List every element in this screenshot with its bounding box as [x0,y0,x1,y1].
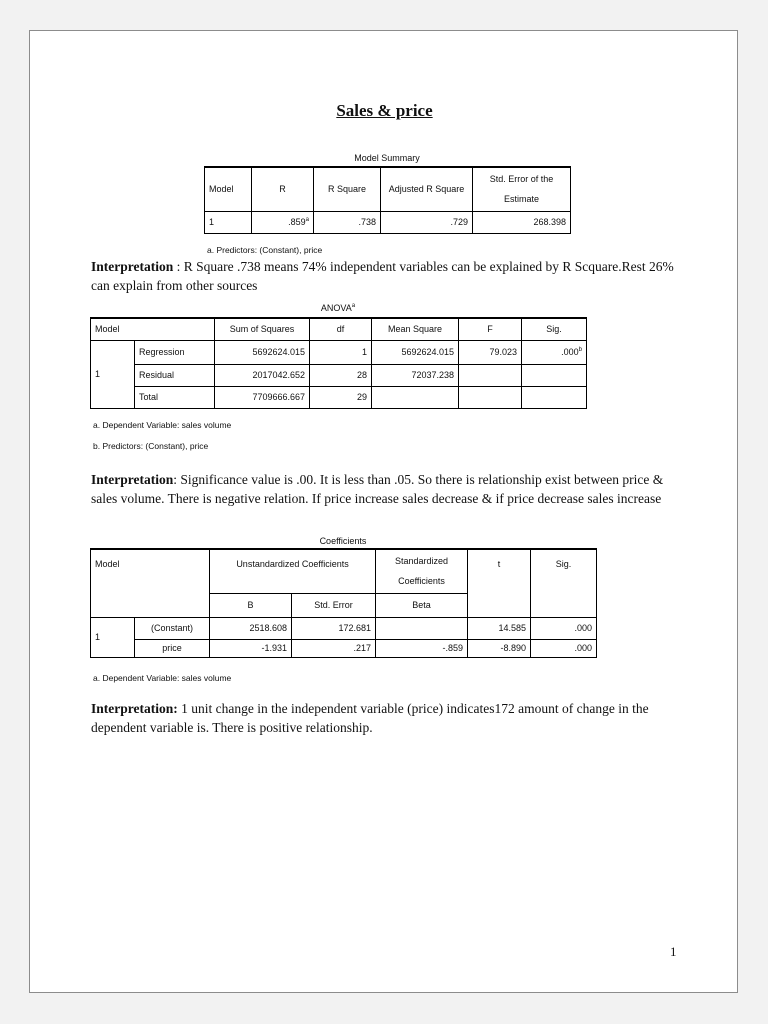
header-r-square: R Square [314,167,381,211]
header-adjusted-r-square: Adjusted R Square [381,167,473,211]
cell-model: 1 [205,211,252,233]
header-sig: Sig. [531,549,597,617]
header-model: Model [205,167,252,211]
cell-t: 14.585 [468,617,531,639]
header-t: t [468,549,531,617]
model-summary-footnote: a. Predictors: (Constant), price [207,245,323,255]
cell-r: .859$^a$ [252,211,314,233]
cell-df: 28 [310,364,372,386]
header-std-error: Std. Error of the Estimate [473,167,571,211]
header-b: B [210,593,292,617]
header-std-error: Std. Error [292,593,376,617]
row-label-price: price [135,639,210,657]
cell-f [459,386,522,408]
cell-b: 2518.608 [210,617,292,639]
anova-caption: ANOVA$^a$ [320,303,356,313]
cell-ms: 72037.238 [372,364,459,386]
row-label-regression: Regression [135,340,215,364]
cell-std-error: 172.681 [292,617,376,639]
cell-sig: .000$^b$ [522,340,587,364]
cell-df: 29 [310,386,372,408]
header-f: F [459,318,522,340]
coefficients-footnote: a. Dependent Variable: sales volume [93,673,232,683]
model-summary-caption: Model Summary [354,153,420,163]
cell-model-number: 1 [91,340,135,408]
cell-beta [376,617,468,639]
anova-table [90,317,587,409]
cell-sig [522,364,587,386]
cell-ms [372,386,459,408]
cell-r-square: .738 [314,211,381,233]
cell-b: -1.931 [210,639,292,657]
cell-sig [522,386,587,408]
header-model: Model [91,318,215,340]
cell-ms: 5692624.015 [372,340,459,364]
anova-footnote-b: b. Predictors: (Constant), price [93,441,209,451]
header-sum-of-squares: Sum of Squares [215,318,310,340]
page-title: Sales & price [336,101,433,120]
header-sig: Sig. [522,318,587,340]
header-r: R [252,167,314,211]
header-mean-square: Mean Square [372,318,459,340]
header-standardized: Standardized Coefficients [376,549,468,593]
anova-footnote-a: a. Dependent Variable: sales volume [93,420,232,430]
model-summary-table [204,166,571,234]
coefficients-caption: Coefficients [319,536,367,546]
interpretation-3: Interpretation: 1 unit change in the independent variable (price) indicates172 amount of change in the dependent variable is. There is positive relationship. [91,701,649,735]
cell-ss: 7709666.667 [215,386,310,408]
header-model: Model [91,549,210,617]
cell-t: -8.890 [468,639,531,657]
cell-f: 79.023 [459,340,522,364]
row-label-constant: (Constant) [135,617,210,639]
cell-sig: .000 [531,617,597,639]
cell-f [459,364,522,386]
header-df: df [310,318,372,340]
cell-std-error: 268.398 [473,211,571,233]
interpretation-2: Interpretation: Significance value is .00. It is less than .05. So there is relationship exist between price & sales volume. There is negative relation. If price increase sales decrease & if price decrease sales increase [91,472,664,506]
document-page [29,30,738,993]
header-beta: Beta [376,593,468,617]
row-label-total: Total [135,386,215,408]
row-label-residual: Residual [135,364,215,386]
page-number: 1 [670,944,677,959]
cell-beta: -.859 [376,639,468,657]
cell-df: 1 [310,340,372,364]
cell-std-error: .217 [292,639,376,657]
interpretation-1: Interpretation : R Square .738 means 74% independent variables can be explained by R Scquare.Rest 26% can explain from other sources [91,259,674,293]
cell-ss: 2017042.652 [215,364,310,386]
header-unstandardized: Unstandardized Coefficients [210,549,376,593]
coefficients-table [90,548,597,658]
cell-sig: .000 [531,639,597,657]
cell-model-number: 1 [91,617,135,657]
cell-adj-r-square: .729 [381,211,473,233]
cell-ss: 5692624.015 [215,340,310,364]
